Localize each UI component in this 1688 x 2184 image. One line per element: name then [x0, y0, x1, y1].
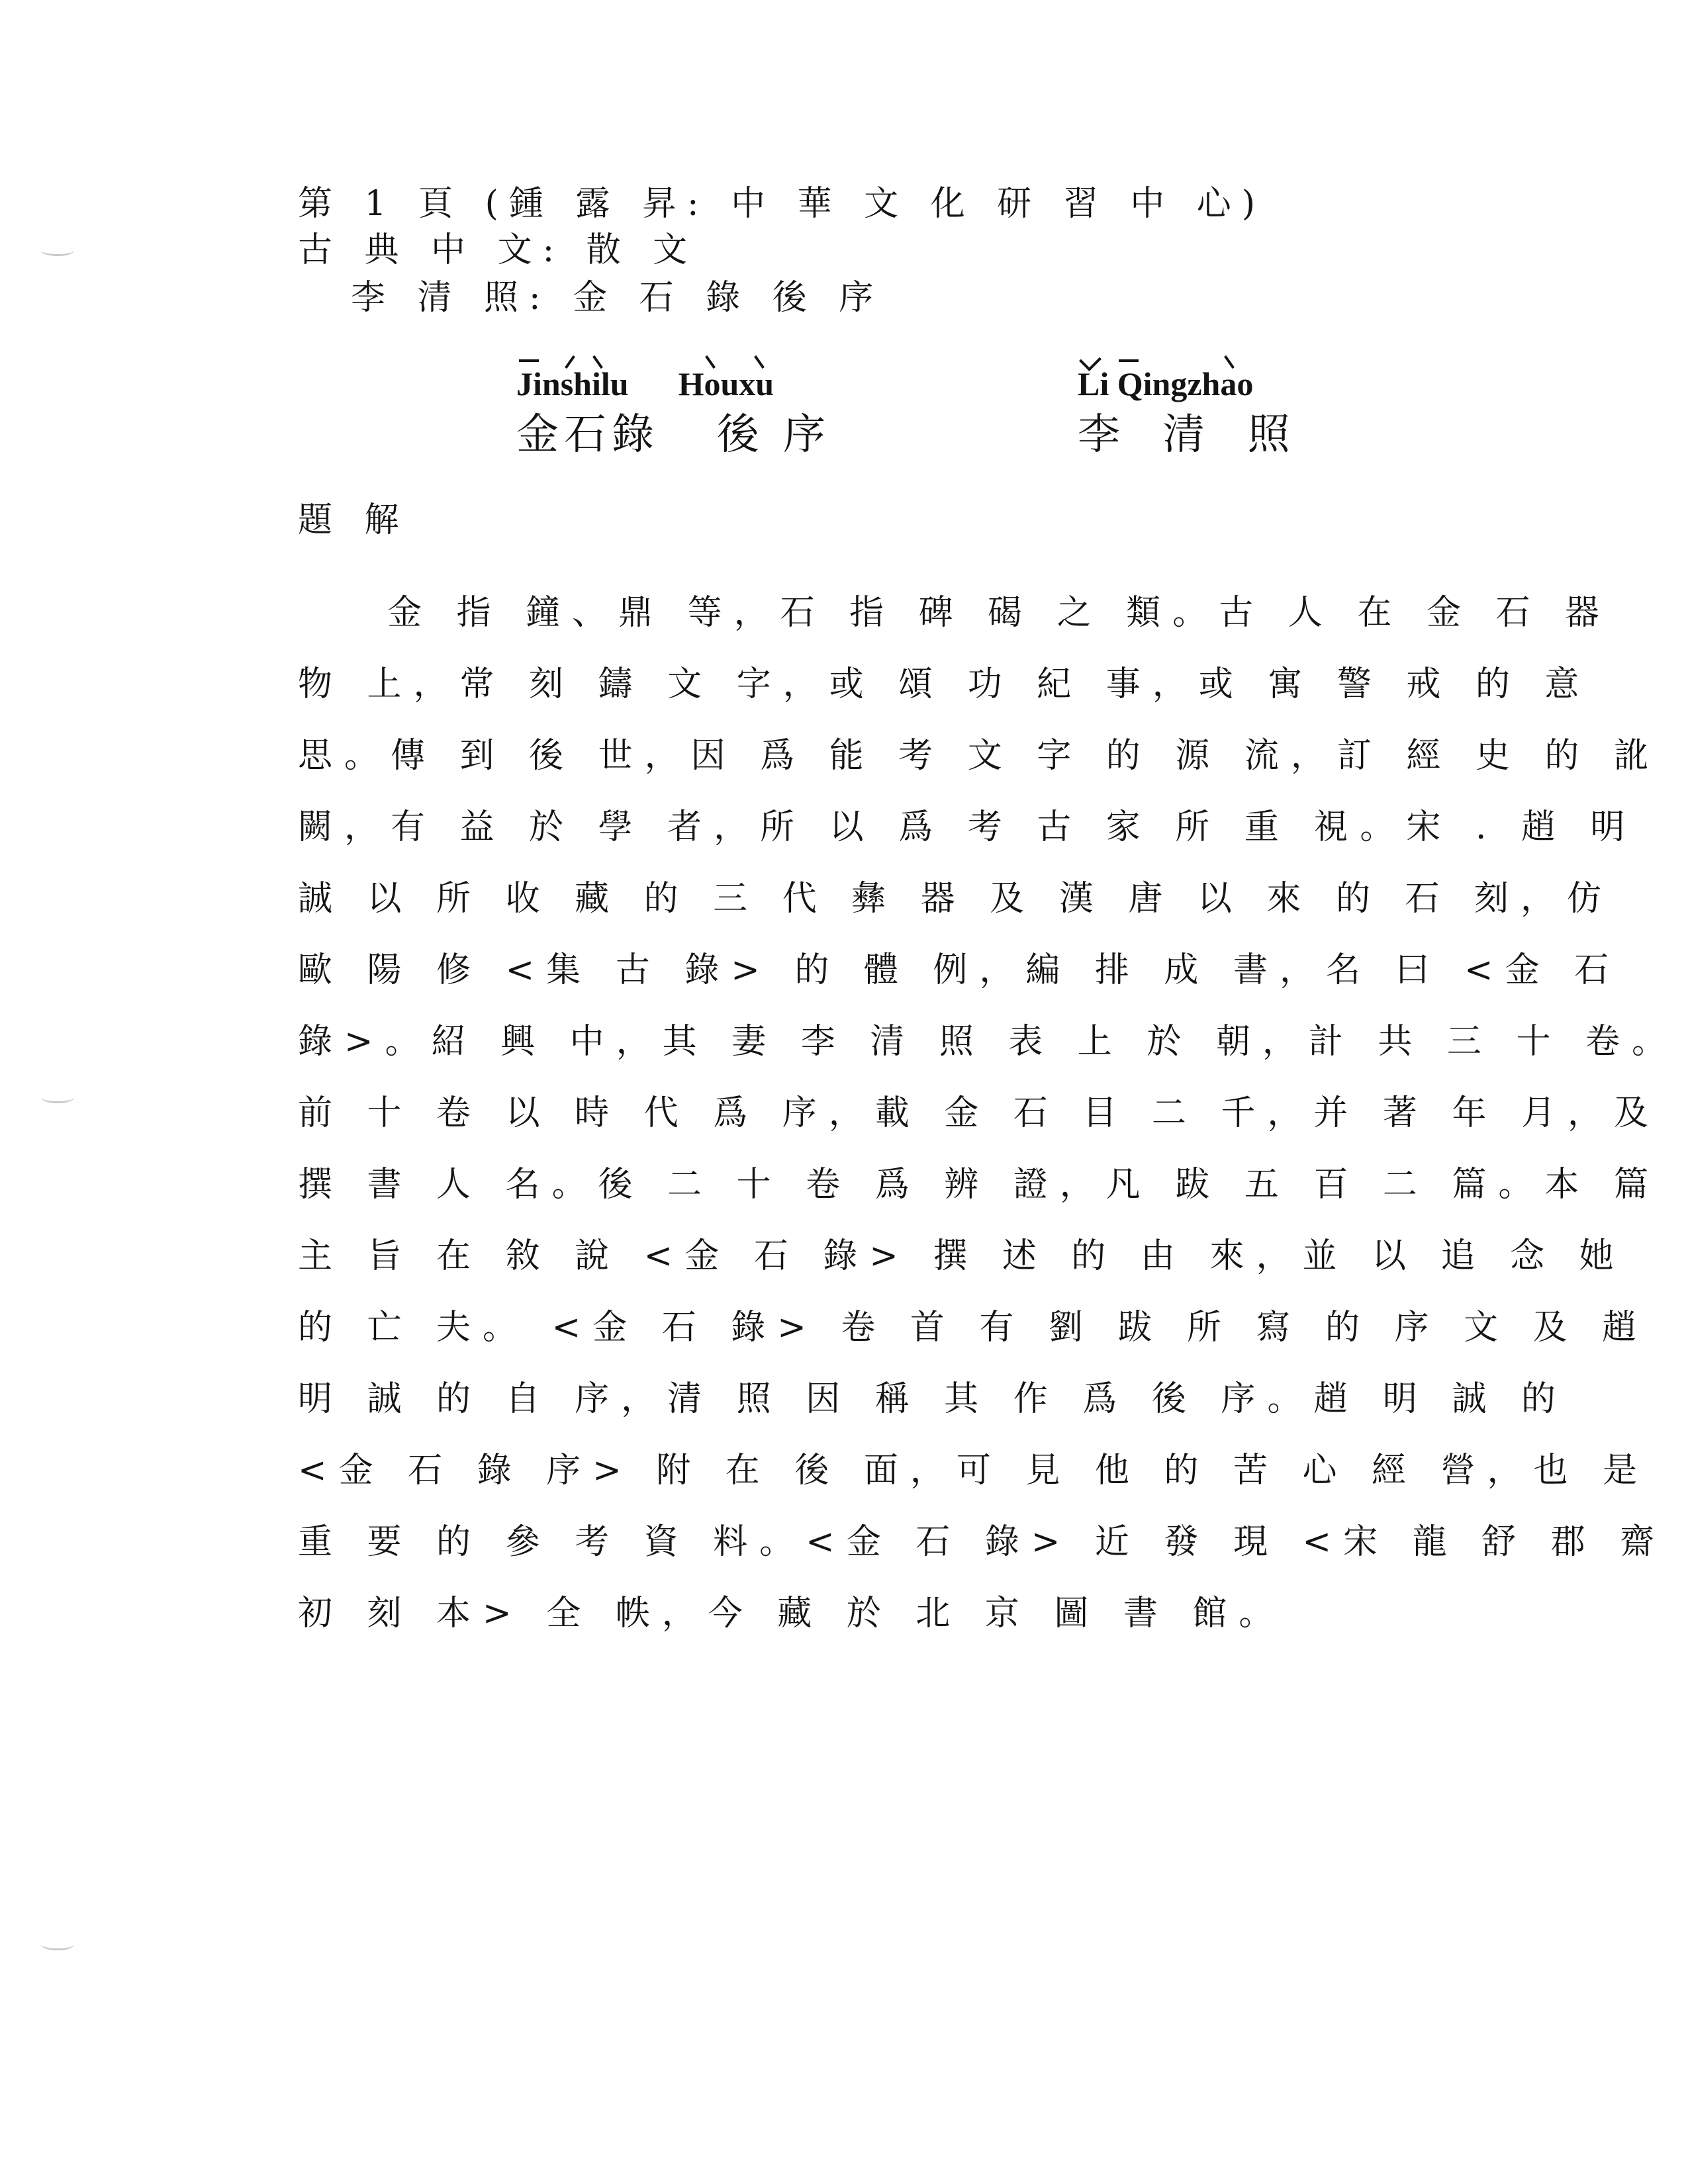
body-line: 前 十 卷 以 時 代 爲 序，載 金 石 目 二 千，并 著 年 月，及: [298, 1093, 1660, 1133]
page-header-line: 第 1 頁 (鍾 露 昇: 中 華 文 化 研 習 中 心): [298, 184, 1266, 224]
punch-hole-mark: [41, 245, 74, 256]
tone-mark: [519, 359, 539, 362]
body-line: 錄>。紹 興 中，其 妻 李 清 照 表 上 於 朝，計 共 三 十 卷。: [298, 1022, 1678, 1062]
work-pinyin-1: Jinshilu: [516, 365, 629, 402]
body-line: 撰 書 人 名。後 二 十 卷 爲 辨 證，凡 跋 五 百 二 篇。本 篇: [298, 1165, 1660, 1205]
body-line: 誠 以 所 收 藏 的 三 代 彝 器 及 漢 唐 以 來 的 石 刻，仿: [298, 879, 1613, 919]
author-hanzi: 李 清 照: [1078, 410, 1305, 459]
lesson-line: 李 清 照: 金 石 錄 後 序: [351, 278, 884, 318]
work-hanzi-1: 金石錄: [516, 410, 659, 459]
body-line: 金 指 鐘、鼎 等，石 指 碑 碣 之 類。古 人 在 金 石 器: [387, 593, 1611, 633]
course-line: 古 典 中 文: 散 文: [298, 230, 698, 270]
punch-hole-mark: [41, 1092, 74, 1103]
body-line: <金 石 錄 序> 附 在 後 面，可 見 他 的 苦 心 經 營，也 是: [298, 1451, 1650, 1490]
punch-hole-mark: [41, 1939, 74, 1950]
body-line: 闕，有 益 於 學 者，所 以 爲 考 古 家 所 重 視。宋 . 趙 明: [298, 807, 1637, 847]
tone-mark: [1119, 359, 1139, 362]
body-line: 思。傳 到 後 世，因 爲 能 考 文 字 的 源 流，訂 經 史 的 訛: [298, 736, 1660, 776]
body-line: 初 刻 本> 全 帙，今 藏 於 北 京 圖 書 館。: [298, 1594, 1286, 1633]
body-line: 重 要 的 參 考 資 料。<金 石 錄> 近 發 現 <宋 龍 舒 郡 齋: [298, 1522, 1667, 1562]
work-pinyin-2: Houxu: [678, 365, 774, 402]
body-line: 明 誠 的 自 序，清 照 因 稱 其 作 爲 後 序。趙 明 誠 的: [298, 1379, 1568, 1419]
body-line: 物 上，常 刻 鑄 文 字，或 頌 功 紀 事，或 寓 警 戒 的 意: [298, 664, 1591, 704]
work-hanzi-2: 後 序: [716, 410, 831, 459]
author-title: [1078, 365, 1305, 459]
work-title: [516, 365, 831, 459]
body-line: 的 亡 夫。 <金 石 錄> 卷 首 有 劉 跋 所 寫 的 序 文 及 趙: [298, 1308, 1649, 1347]
section-heading: 題 解: [298, 500, 410, 540]
body-line: 歐 陽 修 <集 古 錄> 的 體 例，編 排 成 書，名 曰 <金 石: [298, 950, 1621, 990]
author-pinyin: Li Qingzhao: [1078, 365, 1254, 402]
body-line: 主 旨 在 敘 說 <金 石 錄> 撰 述 的 由 來，並 以 追 念 她: [298, 1236, 1626, 1276]
